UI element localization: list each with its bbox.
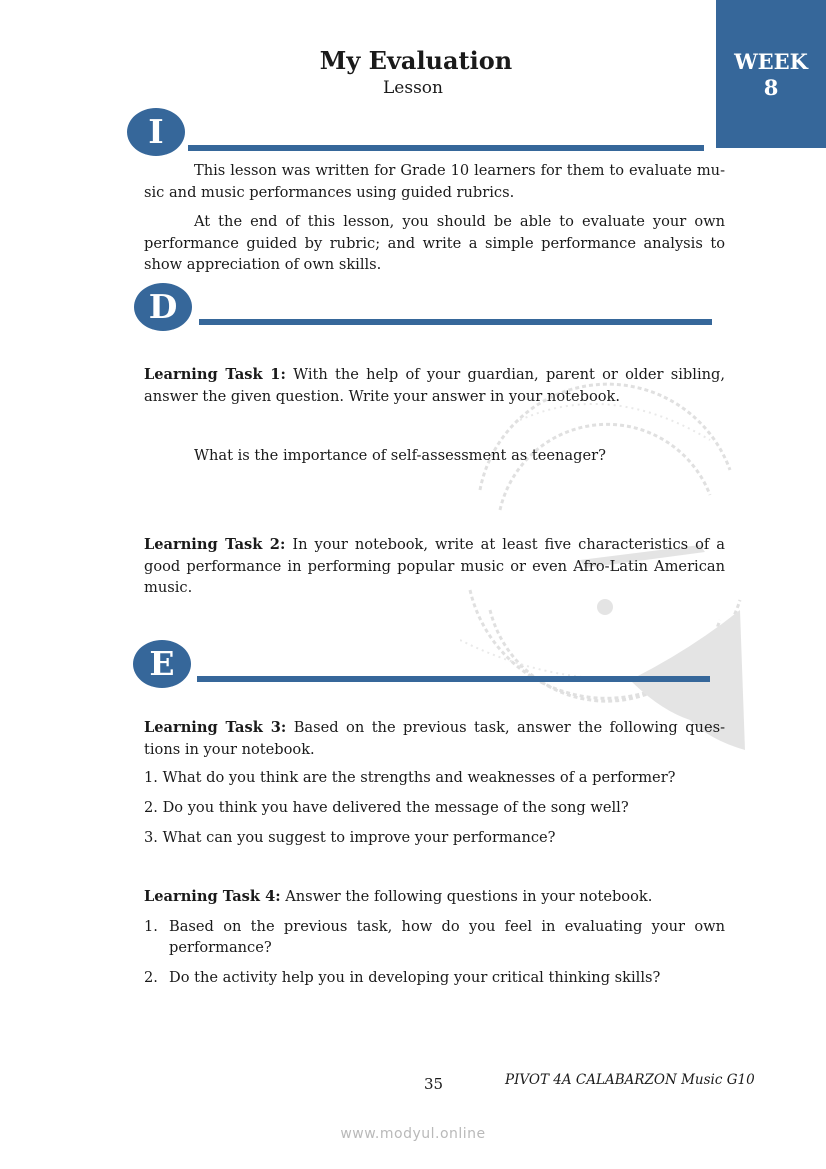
task-3-label: Learning Task 3: bbox=[144, 719, 287, 736]
section-i-letter: I bbox=[148, 112, 164, 151]
page-title: My Evaluation bbox=[319, 46, 513, 75]
intro-text-1: This lesson was written for Grade 10 learners for them to evaluate mu-sic and music performances using guided rubrics. bbox=[144, 162, 725, 201]
intro-paragraph-1 bbox=[144, 160, 725, 203]
task-2 bbox=[144, 534, 725, 599]
section-d-letter: D bbox=[148, 287, 178, 326]
footer-series: PIVOT 4A CALABARZON Music G10 bbox=[505, 1072, 755, 1088]
task-3-text: Based on the previous task, answer the following ques-tions in your notebook. bbox=[144, 719, 725, 758]
task-1 bbox=[144, 364, 725, 407]
section-e-badge bbox=[133, 640, 191, 688]
task-1-label: Learning Task 1: bbox=[144, 366, 286, 383]
task-1-text: With the help of your guardian, parent or older sibling, answer the given question. Write your answer in your notebook. bbox=[144, 366, 725, 405]
task-3-item-3: 3. What can you suggest to improve your performance? bbox=[144, 829, 556, 846]
task-3-item-1: 1. What do you think are the strengths and weaknesses of a performer? bbox=[144, 769, 676, 786]
week-label: WEEK bbox=[734, 49, 808, 74]
site-watermark: www.modyul.online bbox=[340, 1126, 486, 1142]
section-d-badge bbox=[134, 283, 192, 331]
section-d-rule bbox=[199, 319, 712, 325]
task-4-item-2-text: Do the activity help you in developing your critical thinking skills? bbox=[169, 969, 661, 986]
task-4-label: Learning Task 4: bbox=[144, 888, 281, 905]
section-i-rule bbox=[188, 145, 704, 151]
task-4-item-1 bbox=[144, 916, 725, 958]
task-3 bbox=[144, 717, 725, 760]
week-number: 8 bbox=[763, 75, 779, 100]
task-3-item-2: 2. Do you think you have delivered the message of the song well? bbox=[144, 799, 629, 816]
section-i-badge bbox=[127, 108, 185, 156]
section-e-letter: E bbox=[149, 644, 175, 683]
section-e-rule bbox=[197, 676, 710, 682]
task-4-item-2 bbox=[144, 967, 725, 988]
task-2-label: Learning Task 2: bbox=[144, 536, 286, 553]
task-4-item-1-text: Based on the previous task, how do you feel in evaluating your own performance? bbox=[169, 918, 725, 956]
task-4 bbox=[144, 886, 725, 908]
intro-text-2: At the end of this lesson, you should be able to evaluate your own performance guided by rubric; and write a simple performance analysis to show appreciation of own skills. bbox=[144, 213, 725, 273]
task-4-text: Answer the following questions in your notebook. bbox=[280, 888, 653, 905]
task-1-question: What is the importance of self-assessment as teenager? bbox=[194, 447, 606, 464]
task-4-item-2-number: 2. bbox=[144, 969, 158, 986]
intro-paragraph-2 bbox=[144, 211, 725, 276]
page-number: 35 bbox=[424, 1075, 444, 1093]
page-subtitle: Lesson bbox=[383, 78, 443, 98]
task-2-text: In your notebook, write at least five characteristics of a good performance in performing popular music or even Afro-Latin American music. bbox=[144, 536, 726, 596]
task-4-item-1-number: 1. bbox=[144, 918, 158, 935]
